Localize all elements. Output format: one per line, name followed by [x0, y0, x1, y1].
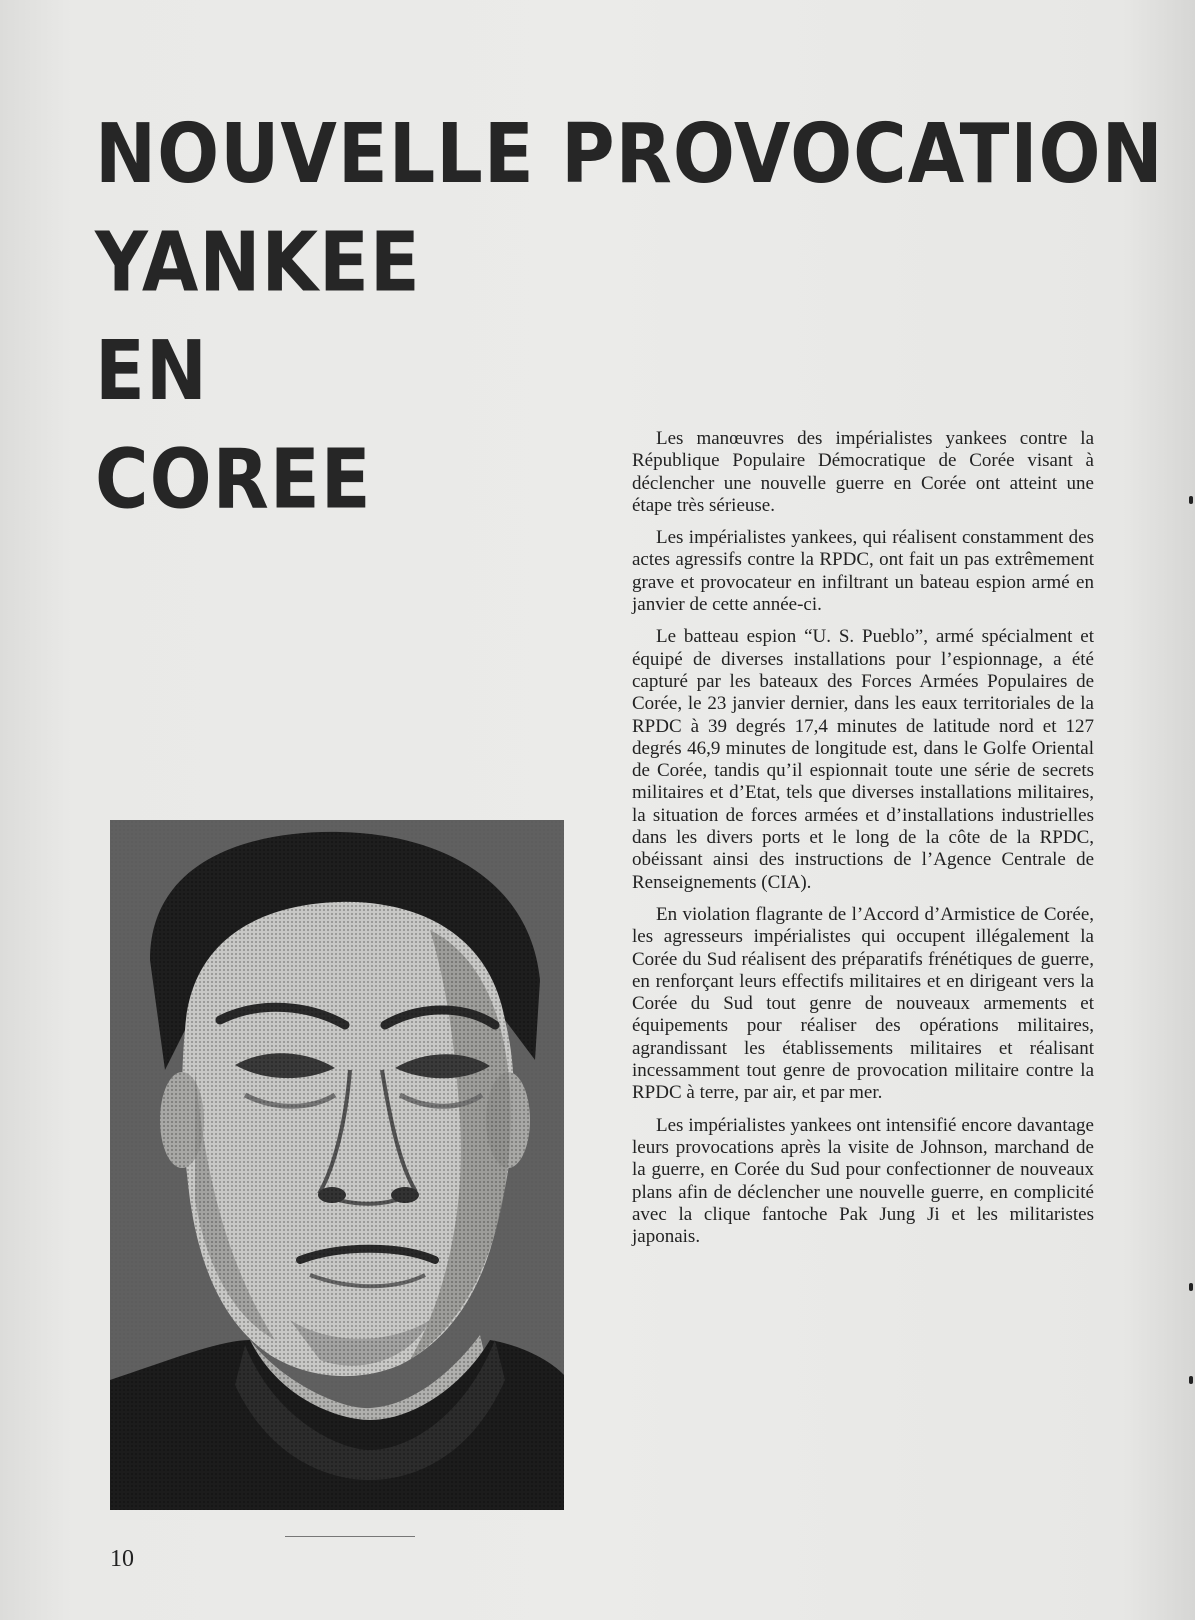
article-paragraph-1: Les manœuvres des impérialistes yankees contre la République Populaire Démocratique de Corée visant à déclencher une nouvelle guerre en Corée ont atteint une étape très sérieuse. — [632, 428, 1094, 516]
article-paragraph-2: Les impérialistes yankees, qui réalisent constamment des actes agressifs contre la RPDC, ont fait un pas extrêmement grave et provocateur en infiltrant un bateau espion armé en janvier de cette année-ci. — [632, 527, 1094, 616]
headline-line-2: YANKEE — [95, 215, 421, 311]
article-paragraph-5: Les impérialistes yankees ont intensifié encore davantage leurs provocations après la visite de Johnson, marchand de la guerre, en Corée du Sud pour confectionner de nouveaux plans afin de déclencher une nouvelle guerre, en complicité avec la clique fantoche Pak Jung Ji et les militaristes japonais. — [632, 1114, 1094, 1248]
scan-artifact-line — [285, 1536, 415, 1537]
page-number: 10 — [110, 1546, 134, 1572]
headline-line-3: EN — [95, 324, 208, 420]
article-paragraph-4: En violation flagrante de l’Accord d’Armistice de Corée, les agresseurs impérialistes qui occupent illégalement la Corée du Sud réalisent des préparatifs frénétiques de guerre, en renforçant leurs effectifs militaires et en dirigeant vers la Corée du Sud tout genre de nouveaux armements et équipements pour réaliser des opérations militaires, agrandissant les établissements militaires et réalisant incessamment tout genre de provocation militaire contre la RPDC à terre, par air, et par mer. — [632, 903, 1094, 1104]
edge-mark — [1189, 1283, 1193, 1291]
edge-mark — [1189, 496, 1193, 504]
article-paragraph-3: Le batteau espion “U. S. Pueblo”, armé spécialment et équipé de diverses installations pour l’espionnage, a été capturé par les bateaux des Forces Armées Populaires de Corée, le 23 janvier dernier, dans les eaux territoriales de la RPDC à 39 degrés 17,4 minutes de latitude nord et 127 degrés 46,9 minutes de longitude est, dans le Golfe Oriental de Corée, tandis qu’il espionnait toute une série de secrets militaires et d’Etat, tels que diverses installations militaires, la situation de forces armées et d’installations industrielles dans les divers ports et le long de la côte de la RPDC, obéissant ainsi des instructions de l’Agence Centrale de Renseignements (CIA). — [632, 626, 1094, 893]
article-body — [632, 428, 1094, 1258]
headline-line-1: NOUVELLE PROVOCATION — [95, 106, 1164, 202]
portrait-photo — [110, 820, 564, 1510]
portrait-illustration — [110, 820, 564, 1510]
headline-line-4: COREE — [95, 432, 372, 528]
edge-mark — [1189, 1376, 1193, 1384]
